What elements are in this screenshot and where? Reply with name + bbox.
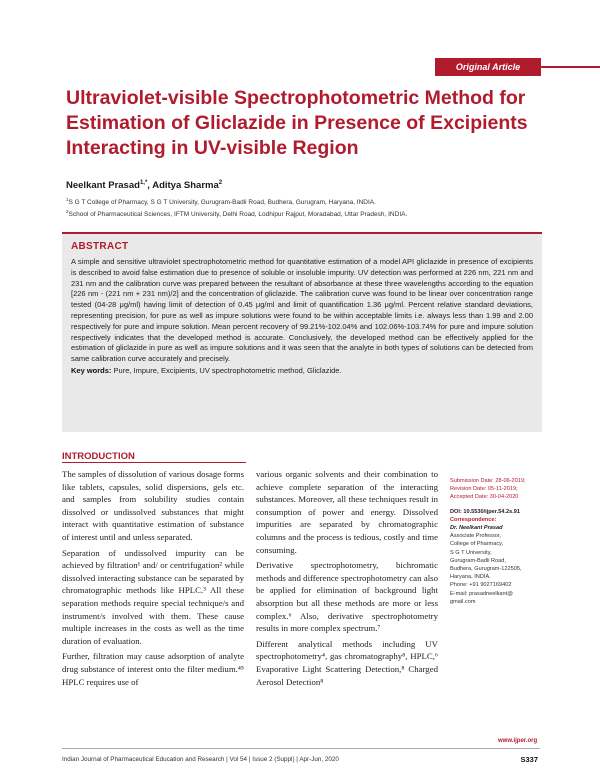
introduction-heading: INTRODUCTION: [62, 451, 135, 462]
abstract-box: [62, 232, 542, 432]
submission-date: Submission Date: 28-06-2019;: [450, 478, 526, 484]
revision-date: Revision Date: 05-11-2019;: [450, 486, 518, 493]
author-name: Aditya Sharma: [152, 180, 219, 192]
correspondent-email: gmail.com: [450, 598, 476, 605]
author-superscript: 1,*: [139, 180, 148, 186]
affiliation-text: School of Pharmaceutical Sciences, IFTM University, Delhi Road, Lodhipur Rajput, Moradabad, Uttar Pradesh, INDIA.: [68, 211, 408, 219]
affiliation: [66, 209, 407, 218]
correspondent-email: E-mail: prasadneelkant@: [450, 590, 513, 597]
paragraph: Different analytical methods including UV spectrophotometry⁴, gas chromatography⁸, HPLC,⁶ Evaporative Light Scattering Detection,⁸ Charged Aerosol Detection⁸: [256, 638, 438, 687]
footer-rule: [62, 748, 540, 749]
introduction-rule: [62, 462, 246, 463]
correspondent-address-line: S G T University,: [450, 549, 492, 556]
article-title: Ultraviolet-visible Spectrophotometric Method for Estimation of Gliclazide in Presence of Excipients Interacting in UV-visible Region: [66, 87, 528, 159]
affiliation-number: 2: [66, 209, 69, 214]
paragraph: Separation of undissolved impurity can be achieved by filtration¹ and/ or centrifugation² while dissolved interacting substance can be separated by chromatographic methods like HPLC.³ All these separation methods require special technique/s and instrument/s involved with them. These cause multiple increases in the costs as well as the time duration of evaluation.: [62, 547, 244, 646]
paragraph: Derivative spectrophotometry, bichromatic methods and difference spectrophotometry can also be applied for elimination of background light absorption but all these methods are more or less complex.⁶ Also, derivative spectrophotometry results in more complex spectrum.⁷: [256, 560, 438, 634]
correspondent-name: Dr. Neelkant Prasad: [450, 525, 503, 532]
accepted-date: Accepted Date: 30-04-2020: [450, 494, 519, 501]
journal-citation: Indian Journal of Pharmaceutical Education and Research | Vol 54 | Issue 2 (Suppl) | Apr-Jun, 2020: [62, 756, 339, 763]
correspondent-address-line: Budhera, Gurugram-122505,: [450, 566, 522, 573]
keywords-list: Pure, Impure, Excipients, UV spectrophotometric method, Gliclazide.: [113, 365, 342, 375]
keywords-label: Key words:: [71, 365, 112, 375]
keywords: [71, 366, 533, 377]
correspondent-address-line: Haryana, INDIA.: [450, 574, 491, 581]
correspondent-address-line: Associate Professor,: [450, 533, 501, 540]
affiliation: [66, 197, 376, 206]
author-superscript: 2: [218, 180, 223, 186]
header-rule: [541, 66, 600, 68]
article-type-tag: Original Article: [435, 58, 541, 76]
affiliation-number: 1: [66, 197, 69, 202]
paragraph: various organic solvents and their combination to achieve complete separation of the interacting substances. Moreover, all these techniques result in consumption of power and energy. Dissolved impurities are separated by chromatographic columns and the process is tedious, costly and time consuming.: [256, 469, 438, 555]
author-separator: ,: [147, 180, 153, 192]
paragraph: The samples of dissolution of various dosage forms like tablets, capsules, solid dispersions, gels etc. and samples from solubility studies contain dissolved or undissolved substances that might interact with quantitative estimation of substance of interest until and unless separated.: [62, 469, 244, 542]
abstract-body: A simple and sensitive ultraviolet spectrophotometric method for quantitative estimation of a model API gliclazide in presence of excipients is described to avoid false estimation due to presence of soluble or insoluble impurity. UV detection was performed at 226 nm, 221 nm and 231 nm and the calibration curve was prepared between the resultant of absorbance at these three wavelengths according to the equation [226 nm - (221 nm + 231 nm)/2] and the concentration of gliclazide. The calibration curve was found to be linear over concentration range tested (04-28 μg/ml) having limit of detection of 0.45 μg/ml and limit of quantification 1.36 μg/ml. Percent relative standard deviations, representing precision, for pure as well as impure solutions were found to be within acceptable limits i.e. always less than 1.99 and 2.00 respectively for pure and impure solution. Mean percent recovery of 99.21%-102.04% and 102.06%-103.74% for pure and impure solution respectively indicates that the developed method is accurate. Conclusively, the developed method can be effectively applied for the estimation of gliclazide in pure as well as impure solutions and it was seen that the analyte in both types of solutions can be detected from same calibration curve accurately and precisely.: [71, 257, 533, 364]
author-line: [66, 180, 222, 191]
correspondent-phone: Phone: +91 9027169402: [450, 582, 512, 589]
abstract-heading: ABSTRACT: [71, 241, 129, 252]
article-info-sidebar: [450, 477, 550, 606]
correspondent-address-line: College of Pharmacy,: [450, 541, 504, 548]
journal-website-link[interactable]: www.ijper.org: [498, 738, 538, 744]
correspondent-address-line: Gurugram-Badli Road,: [450, 557, 506, 564]
page-number: S337: [520, 755, 538, 764]
paragraph: Further, filtration may cause adsorption of analyte drug substance of interest onto the filter medium.⁴⁵ HPLC requires use of: [62, 651, 244, 687]
author-name: Neelkant Prasad: [66, 180, 140, 192]
affiliation-text: S G T College of Pharmacy, S G T University, Gurugram-Badli Road, Budhera, Gurugram, Haryana, INDIA.: [68, 199, 376, 207]
body-column-left: [62, 468, 244, 691]
doi: DOI: 10.5530/ijper.54.2s.91: [450, 508, 520, 515]
correspondence-label: Correspondence:: [450, 516, 497, 523]
body-column-right: [256, 468, 438, 691]
